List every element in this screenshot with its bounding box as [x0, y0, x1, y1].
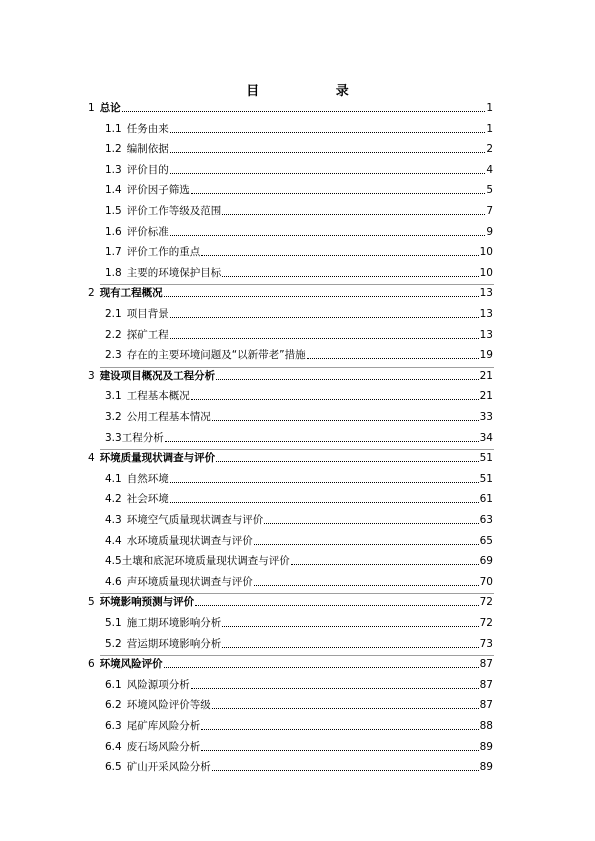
toc-page-number: 89 — [479, 761, 493, 773]
toc-entry-label: 环境风险评价等级 — [126, 699, 211, 711]
toc-dot-leader — [254, 544, 479, 545]
toc-page-number: 87 — [479, 699, 493, 711]
toc-page-number: 7 — [486, 205, 493, 217]
toc-entry-number: 1.6 — [105, 226, 122, 238]
toc-entry-number: 4.3 — [105, 514, 122, 526]
toc-dot-leader — [212, 770, 479, 771]
toc-entry-number: 3.2 — [105, 411, 122, 423]
toc-chapter-entry[interactable] — [88, 287, 493, 300]
toc-entry-label: 建设项目概况及工程分析 — [99, 370, 216, 382]
toc-dot-leader — [216, 461, 478, 462]
toc-entry-label: 公用工程基本情况 — [126, 411, 211, 423]
toc-page-number: 65 — [479, 535, 493, 547]
toc-entry-number: 5 — [88, 596, 95, 608]
toc-section-entry[interactable] — [105, 390, 493, 403]
toc-entry-label: 总论 — [99, 102, 121, 114]
toc-section-entry[interactable] — [105, 164, 493, 177]
toc-entry-label: 评价工作等级及范围 — [126, 205, 222, 217]
toc-entry-number: 1.2 — [105, 143, 122, 155]
section-divider — [100, 655, 494, 656]
toc-entry-label: 存在的主要环境问题及“以新带老”措施 — [126, 349, 306, 361]
toc-entry-label: 评价标准 — [126, 226, 169, 238]
toc-page-number: 88 — [479, 720, 493, 732]
toc-entry-label: 尾矿库风险分析 — [126, 720, 201, 732]
toc-page-number: 89 — [479, 741, 493, 753]
toc-entry-label: 声环境质量现状调查与评价 — [126, 576, 253, 588]
toc-entry-number: 3 — [88, 370, 95, 382]
toc-entry-number: 5.1 — [105, 617, 122, 629]
toc-dot-leader — [165, 441, 479, 442]
toc-dot-leader — [201, 255, 478, 256]
toc-dot-leader — [201, 750, 478, 751]
toc-entry-label: 社会环境 — [126, 493, 169, 505]
toc-chapter-entry[interactable] — [88, 102, 493, 115]
toc-page-number: 1 — [486, 123, 493, 135]
toc-entry-number: 2.3 — [105, 349, 122, 361]
toc-entry-number: 1.5 — [105, 205, 122, 217]
toc-page-number: 33 — [479, 411, 493, 423]
toc-dot-leader — [212, 708, 479, 709]
toc-entry-number: 6.1 — [105, 679, 122, 691]
section-divider — [100, 449, 494, 450]
toc-entry-number: 4.2 — [105, 493, 122, 505]
toc-dot-leader — [264, 523, 478, 524]
toc-entry-number: 6.5 — [105, 761, 122, 773]
toc-dot-leader — [170, 173, 486, 174]
toc-page-number: 63 — [479, 514, 493, 526]
toc-dot-leader — [191, 193, 486, 194]
toc-entry-number: 2.2 — [105, 329, 122, 341]
toc-entry-label: 评价目的 — [126, 164, 169, 176]
toc-entry-number: 6 — [88, 658, 95, 670]
toc-entry-label: 项目背景 — [126, 308, 169, 320]
toc-page-number: 51 — [479, 473, 493, 485]
toc-page-number: 13 — [479, 308, 493, 320]
toc-dot-leader — [222, 626, 478, 627]
toc-section-entry[interactable] — [105, 720, 493, 733]
toc-entry-number: 6.4 — [105, 741, 122, 753]
toc-dot-leader — [291, 564, 479, 565]
toc-page-number: 10 — [479, 267, 493, 279]
toc-section-entry[interactable] — [105, 741, 493, 754]
toc-entry-number: 2.1 — [105, 308, 122, 320]
toc-dot-leader — [122, 111, 486, 112]
toc-section-entry[interactable] — [105, 761, 493, 774]
toc-page-number: 10 — [479, 246, 493, 258]
toc-page-number: 73 — [479, 638, 493, 650]
toc-section-entry[interactable] — [105, 638, 493, 651]
toc-entry-number: 1.7 — [105, 246, 122, 258]
toc-section-entry[interactable] — [105, 329, 493, 342]
toc-entry-number: 4.4 — [105, 535, 122, 547]
toc-entry-label: 工程基本概况 — [126, 390, 190, 402]
toc-chapter-entry[interactable] — [88, 452, 493, 465]
toc-page-number: 87 — [479, 679, 493, 691]
toc-entry-label: 风险源项分析 — [126, 679, 190, 691]
toc-section-entry[interactable] — [105, 432, 493, 445]
toc-dot-leader — [216, 379, 478, 380]
toc-dot-leader — [195, 605, 478, 606]
toc-entry-label: 自然环境 — [126, 473, 169, 485]
toc-section-entry[interactable] — [105, 493, 493, 506]
toc-entry-number: 6.3 — [105, 720, 122, 732]
toc-dot-leader — [222, 276, 478, 277]
toc-entry-label: 环境空气质量现状调查与评价 — [126, 514, 264, 526]
toc-section-entry[interactable] — [105, 411, 493, 424]
toc-dot-leader — [212, 420, 479, 421]
toc-section-entry[interactable] — [105, 308, 493, 321]
toc-entry-number: 1 — [88, 102, 95, 114]
toc-page-number: 4 — [486, 164, 493, 176]
toc-entry-number: 1.8 — [105, 267, 122, 279]
toc-dot-leader — [164, 296, 479, 297]
toc-dot-leader — [191, 688, 479, 689]
toc-section-entry[interactable] — [105, 143, 493, 156]
toc-section-entry[interactable] — [105, 514, 493, 527]
toc-dot-leader — [170, 502, 479, 503]
toc-dot-leader — [222, 647, 478, 648]
toc-entry-label: 评价工作的重点 — [126, 246, 201, 258]
toc-dot-leader — [201, 729, 478, 730]
toc-page-number: 72 — [479, 617, 493, 629]
toc-entry-label: 编制依据 — [126, 143, 169, 155]
toc-entry-label: 评价因子筛选 — [126, 184, 190, 196]
toc-dot-leader — [222, 214, 485, 215]
toc-section-entry[interactable] — [105, 123, 493, 136]
toc-dot-leader — [164, 667, 479, 668]
toc-section-entry[interactable] — [105, 679, 493, 692]
toc-entry-label: 水环境质量现状调查与评价 — [126, 535, 253, 547]
toc-page-number: 1 — [486, 102, 493, 114]
toc-entry-number: 4.6 — [105, 576, 122, 588]
toc-section-entry[interactable] — [105, 699, 493, 712]
toc-page-number: 70 — [479, 576, 493, 588]
toc-entry-label: 主要的环境保护目标 — [126, 267, 222, 279]
toc-entry-number: 4 — [88, 452, 95, 464]
toc-section-entry[interactable] — [105, 246, 493, 259]
toc-dot-leader — [254, 585, 479, 586]
toc-dot-leader — [170, 152, 486, 153]
toc-dot-leader — [170, 338, 479, 339]
toc-entry-label: 环境影响预测与评价 — [99, 596, 195, 608]
toc-entry-label: 营运期环境影响分析 — [126, 638, 222, 650]
toc-dot-leader — [191, 399, 479, 400]
toc-entry-label: 4.5土壤和底泥环境质量现状调查与评价 — [105, 555, 290, 567]
toc-entry-label: 废石场风险分析 — [126, 741, 201, 753]
toc-page-number: 72 — [479, 596, 493, 608]
toc-entry-label: 施工期环境影响分析 — [126, 617, 222, 629]
toc-entry-number: 3.1 — [105, 390, 122, 402]
section-divider — [100, 367, 494, 368]
toc-section-entry[interactable] — [105, 267, 493, 280]
toc-section-entry[interactable] — [105, 473, 493, 486]
toc-section-entry[interactable] — [105, 205, 493, 218]
toc-entry-label: 环境质量现状调查与评价 — [99, 452, 216, 464]
toc-section-entry[interactable] — [105, 617, 493, 630]
section-divider — [100, 284, 494, 285]
toc-page-number: 21 — [479, 390, 493, 402]
toc-entry-number: 6.2 — [105, 699, 122, 711]
toc-title: 目 录 — [246, 84, 385, 99]
toc-page-number: 21 — [479, 370, 493, 382]
toc-page-number: 51 — [479, 452, 493, 464]
toc-entry-label: 任务由来 — [126, 123, 169, 135]
toc-chapter-entry[interactable] — [88, 658, 493, 671]
toc-entry-label: 现有工程概况 — [99, 287, 163, 299]
toc-page-number: 19 — [479, 349, 493, 361]
toc-section-entry[interactable] — [105, 535, 493, 548]
toc-entry-number: 1.3 — [105, 164, 122, 176]
toc-page-number: 87 — [479, 658, 493, 670]
toc-page-number: 5 — [486, 184, 493, 196]
toc-page-number: 61 — [479, 493, 493, 505]
toc-page-number: 69 — [479, 555, 493, 567]
toc-page-number: 34 — [479, 432, 493, 444]
toc-entry-label: 矿山开采风险分析 — [126, 761, 211, 773]
toc-section-entry[interactable] — [105, 555, 493, 568]
toc-page-number: 9 — [486, 226, 493, 238]
toc-page-number: 13 — [479, 287, 493, 299]
toc-dot-leader — [170, 317, 479, 318]
toc-section-entry[interactable] — [105, 184, 493, 197]
toc-dot-leader — [170, 132, 486, 133]
toc-dot-leader — [307, 358, 479, 359]
section-divider — [100, 593, 494, 594]
toc-entry-number: 1.4 — [105, 184, 122, 196]
toc-entry-label: 环境风险评价 — [99, 658, 163, 670]
toc-entry-number: 2 — [88, 287, 95, 299]
toc-page-number: 13 — [479, 329, 493, 341]
toc-section-entry[interactable] — [105, 349, 493, 362]
toc-chapter-entry[interactable] — [88, 596, 493, 609]
toc-page-number: 2 — [486, 143, 493, 155]
toc-dot-leader — [170, 235, 486, 236]
toc-dot-leader — [170, 482, 479, 483]
toc-entry-number: 5.2 — [105, 638, 122, 650]
toc-chapter-entry[interactable] — [88, 370, 493, 383]
toc-entry-number: 4.1 — [105, 473, 122, 485]
toc-section-entry[interactable] — [105, 226, 493, 239]
toc-section-entry[interactable] — [105, 576, 493, 589]
toc-entry-number: 1.1 — [105, 123, 122, 135]
toc-entry-label: 探矿工程 — [126, 329, 169, 341]
toc-entry-label: 3.3工程分析 — [105, 432, 164, 444]
